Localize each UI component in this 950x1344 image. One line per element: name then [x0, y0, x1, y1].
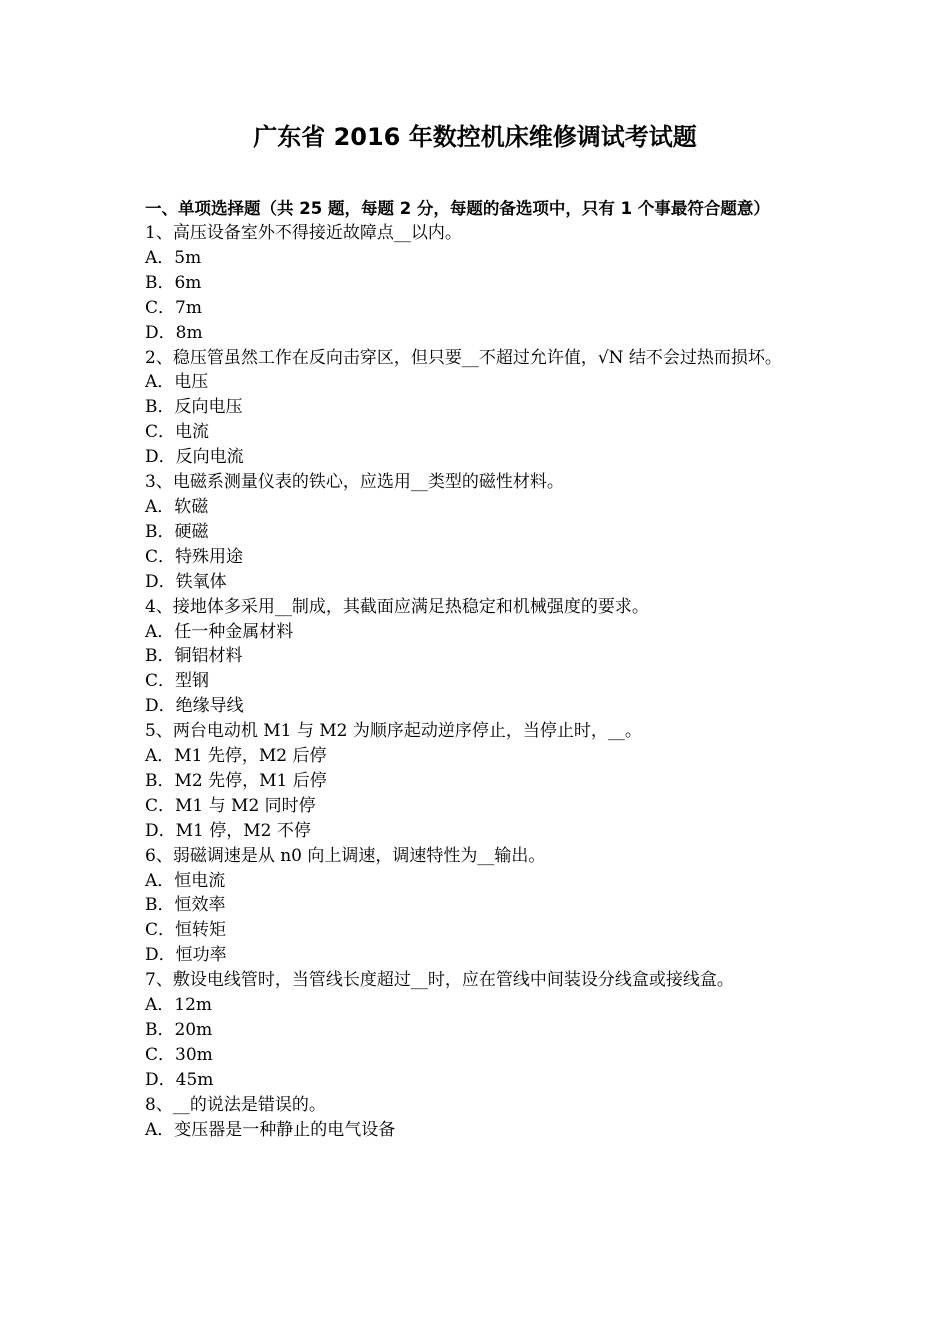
question-1 [145, 221, 810, 346]
option-a: A．5m [145, 247, 202, 268]
question-6 [145, 844, 810, 969]
question-stem: 4、接地体多采用__制成，其截面应满足热稳定和机械强度的要求。 [145, 596, 649, 617]
question-stem: 1、高压设备室外不得接近故障点__以内。 [145, 223, 462, 243]
option-d: D．8m [145, 322, 203, 343]
question-7 [145, 968, 810, 1093]
section-heading: 一、单项选择题（共 25 题，每题 2 分，每题的备选项中，只有 1 个事最符合题意） [145, 199, 770, 218]
option-a: A．12m [145, 995, 213, 1016]
option-b: B．20m [145, 1020, 213, 1040]
option-b: B．铜铝材料 [145, 646, 243, 667]
option-b: B．硬磁 [145, 521, 209, 542]
option-d: D．反向电流 [145, 447, 244, 468]
option-d: D．45m [145, 1069, 214, 1090]
option-d: D．M1 停，M2 不停 [145, 820, 311, 841]
option-c: C．恒转矩 [145, 920, 227, 941]
question-2 [145, 346, 810, 471]
question-5 [145, 719, 810, 844]
option-c: C．电流 [145, 422, 210, 443]
option-b: B．反向电压 [145, 397, 243, 418]
option-d: D．绝缘导线 [145, 696, 244, 717]
option-b: B．M2 先停，M1 后停 [145, 770, 327, 791]
question-3 [145, 470, 810, 595]
option-a: A．M1 先停，M2 后停 [145, 746, 327, 767]
option-a: A．软磁 [145, 496, 209, 517]
option-c: C．7m [145, 297, 202, 318]
question-stem: 7、敷设电线管时，当管线长度超过__时，应在管线中间装设分线盒或接线盒。 [145, 970, 734, 991]
question-stem: 2、稳压管虽然工作在反向击穿区，但只要__不超过允许值，√N 结不会过热而损坏。 [145, 347, 782, 368]
option-b: B．6m [145, 272, 202, 293]
option-d: D．铁氧体 [145, 571, 227, 592]
question-stem: 5、两台电动机 M1 与 M2 为顺序起动逆序停止，当停止时，__。 [145, 721, 642, 742]
question-4 [145, 595, 810, 720]
question-stem: 8、__的说法是错误的。 [145, 1094, 326, 1115]
question-stem: 6、弱磁调速是从 n0 向上调速，调速特性为__输出。 [145, 845, 546, 866]
option-c: C．30m [145, 1044, 213, 1065]
question-8 [145, 1093, 810, 1143]
option-a: A．电压 [145, 372, 209, 393]
document-content [145, 197, 810, 1143]
option-c: C．特殊用途 [145, 546, 244, 567]
option-a: A．变压器是一种静止的电气设备 [145, 1119, 396, 1140]
option-a: A．恒电流 [145, 870, 226, 891]
question-stem: 3、电磁系测量仪表的铁心，应选用__类型的磁性材料。 [145, 472, 564, 493]
option-a: A．任一种金属材料 [145, 621, 294, 642]
option-c: C．M1 与 M2 同时停 [145, 795, 316, 816]
option-c: C．型钢 [145, 671, 210, 692]
option-d: D．恒功率 [145, 945, 227, 966]
option-b: B．恒效率 [145, 895, 226, 916]
document-title: 广东省 2016 年数控机床维修调试考试题 [253, 123, 697, 151]
